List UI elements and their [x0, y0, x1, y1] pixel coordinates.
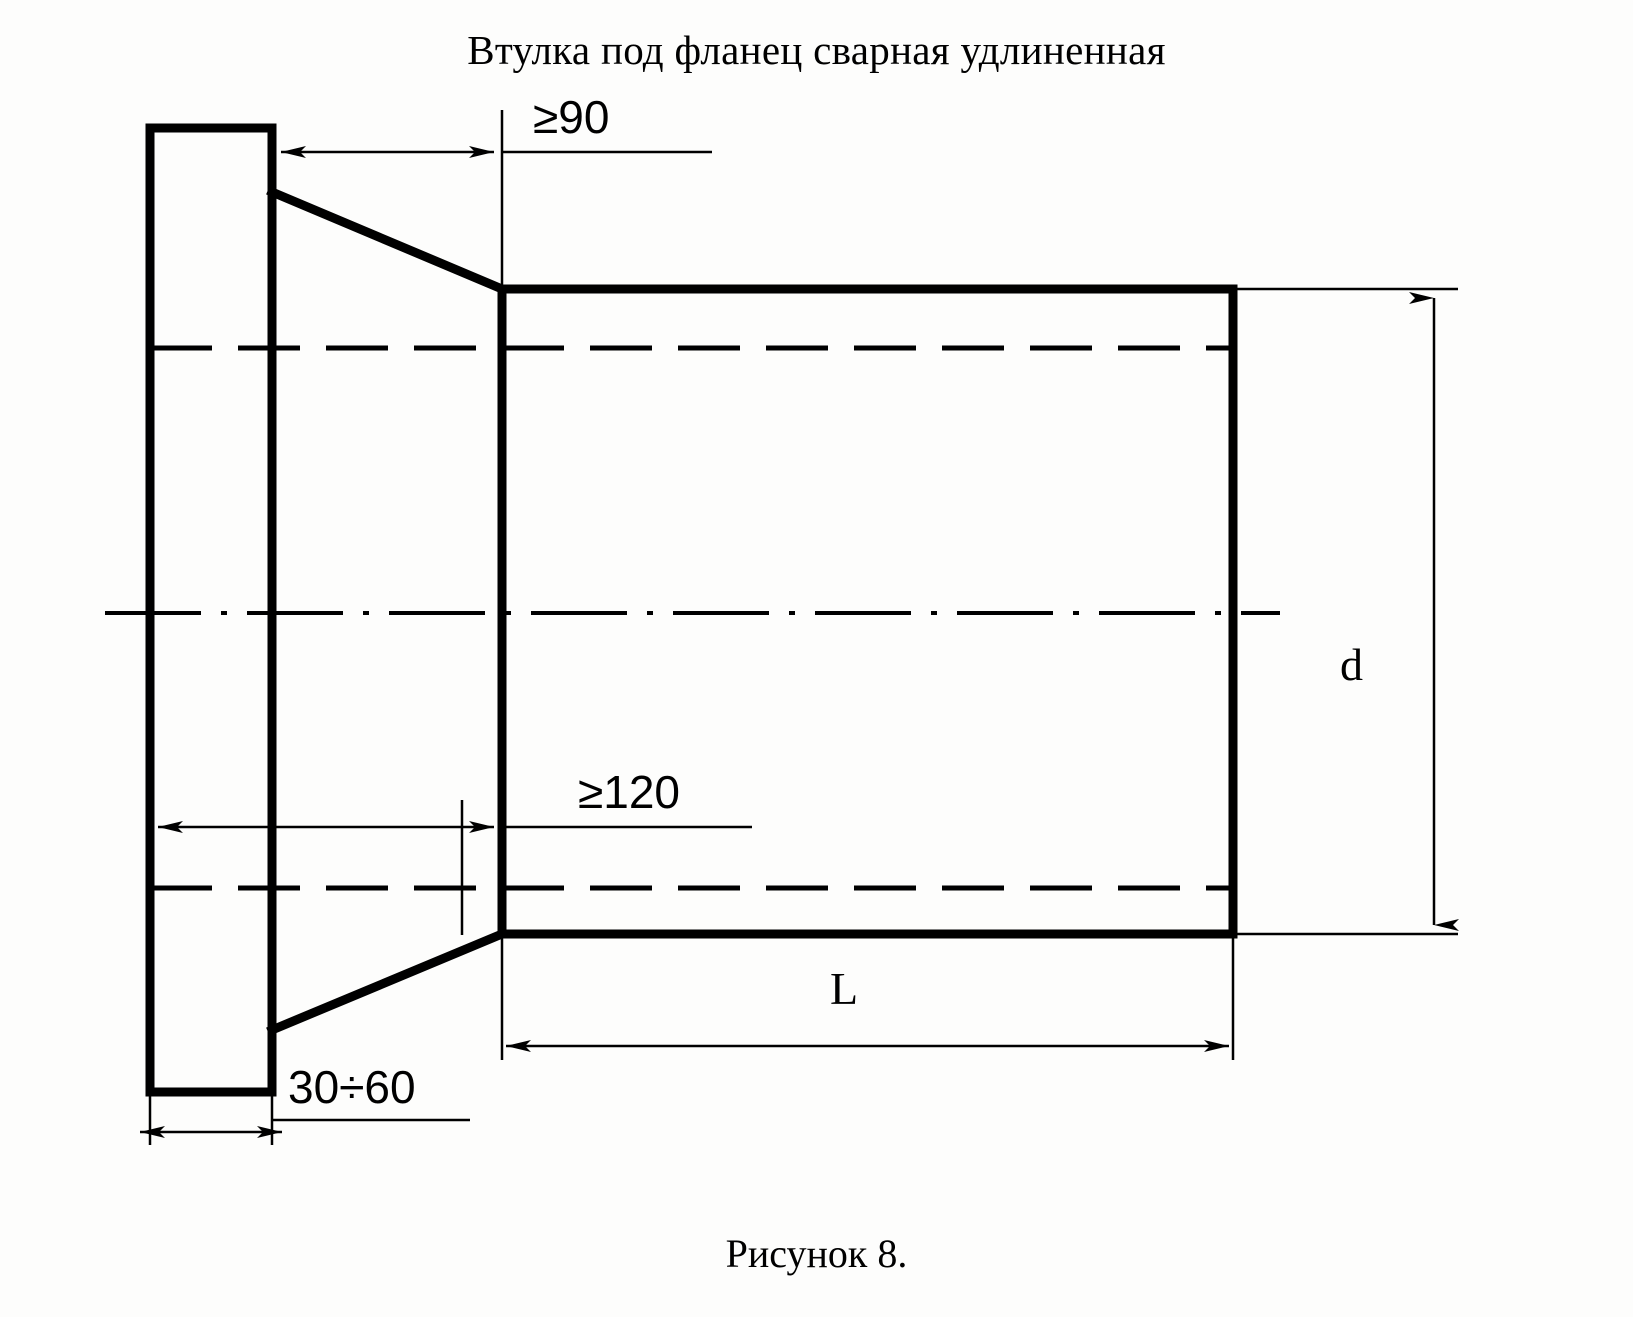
dimension-label-diameter: d — [1340, 639, 1363, 690]
drawing-title: Втулка под фланец сварная удлиненная — [467, 27, 1166, 73]
dimension-label-length: L — [830, 963, 859, 1014]
dimension-label-taper-top: ≥90 — [533, 91, 610, 143]
extension-lines — [150, 110, 1458, 1145]
center-lines — [105, 348, 1280, 888]
bush-outline — [150, 128, 1233, 1092]
dimension-label-taper-bottom: ≥120 — [578, 766, 680, 818]
figure-caption: Рисунок 8. — [725, 1231, 908, 1276]
dimension-label-flange-thickness: 30÷60 — [288, 1061, 416, 1113]
dimension-arrows — [140, 152, 1434, 1132]
